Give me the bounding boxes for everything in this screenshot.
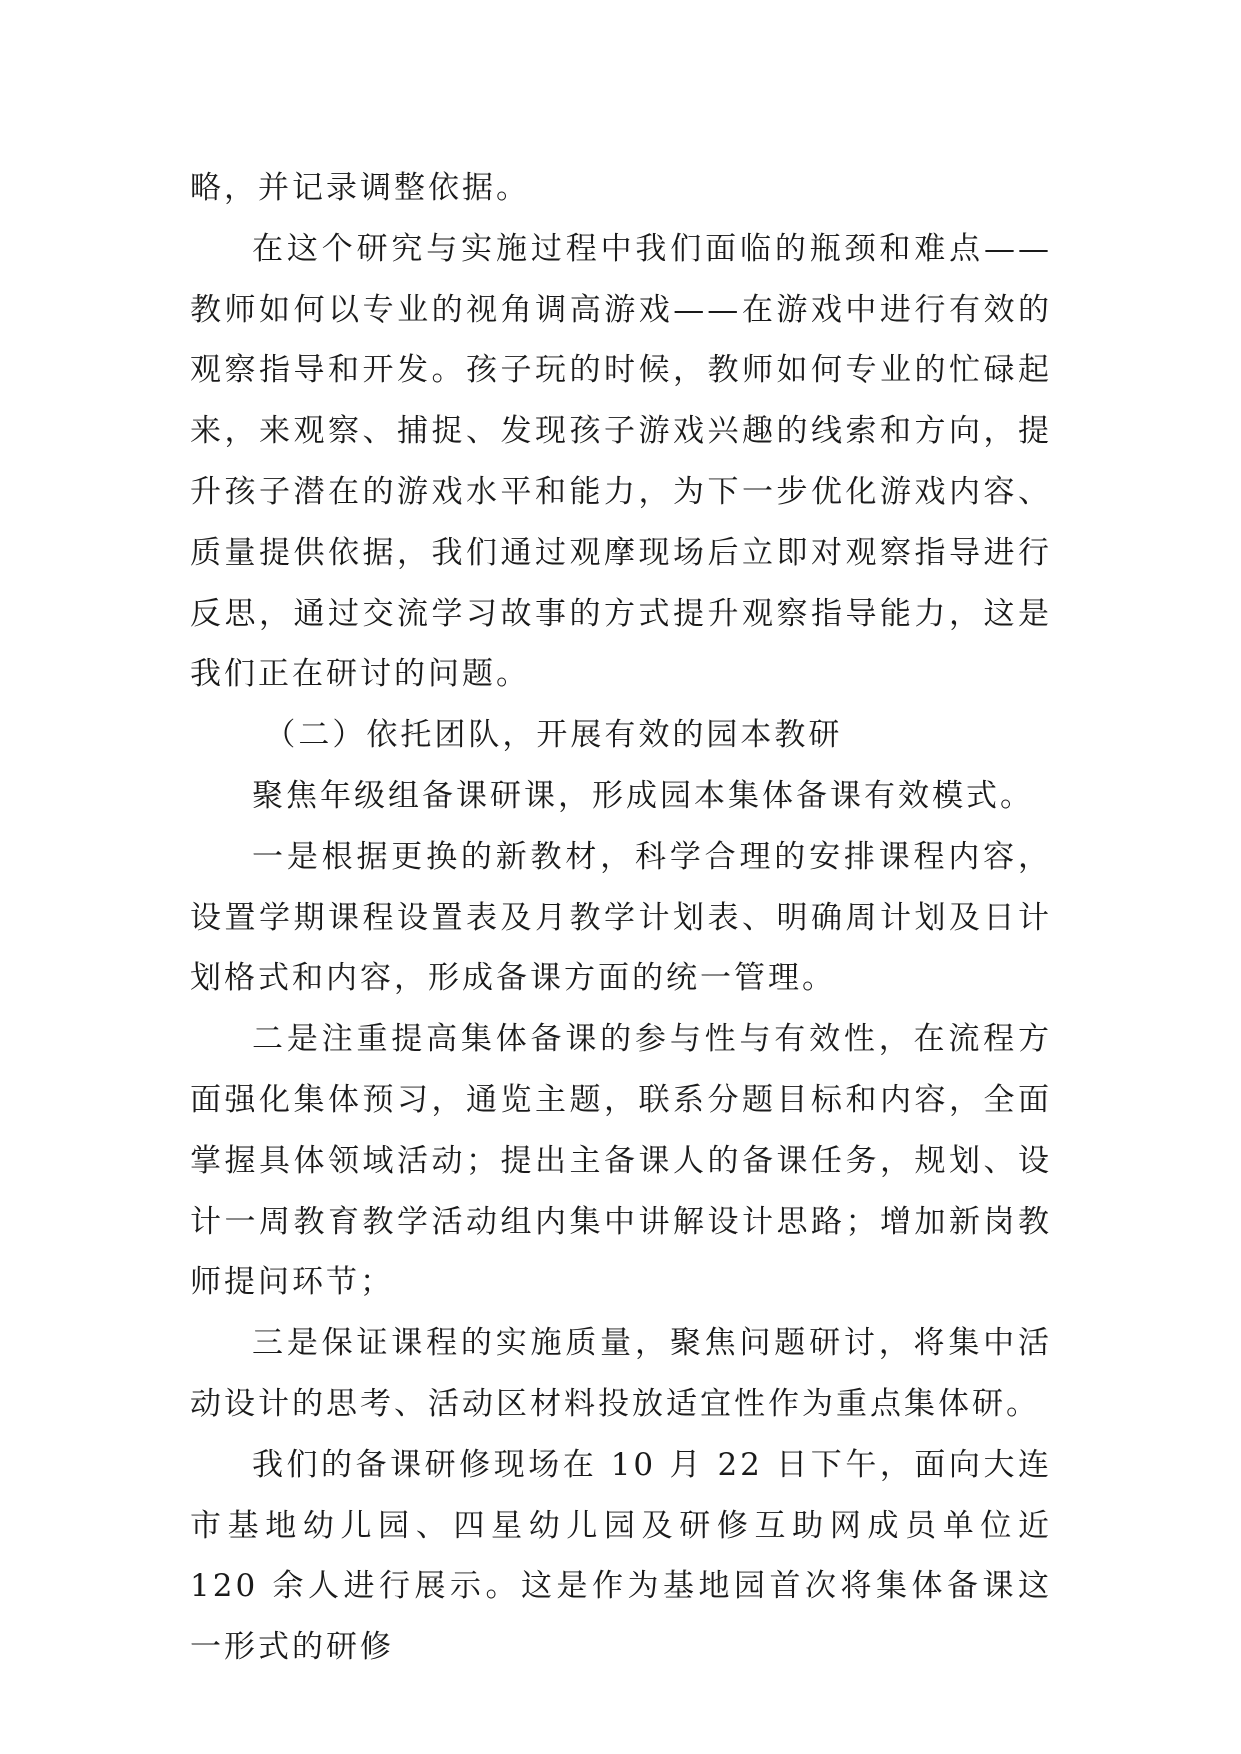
paragraph-point-two: 二是注重提高集体备课的参与性与有效性，在流程方面强化集体预习，通览主题，联系分题目标和内容，全面掌握具体领域活动；提出主备课人的备课任务，规划、设计一周教育教学活动组内集中讲解设计思路；增加新岗教师提问环节；: [190, 1021, 1052, 1301]
paragraph-point-three: 三是保证课程的实施质量，聚焦问题研讨，将集中活动设计的思考、活动区材料投放适宜性作为重点集体研。: [190, 1325, 1052, 1422]
paragraph-focus: 聚焦年级组备课研课，形成园本集体备课有效模式。: [252, 777, 1034, 814]
paragraph-continuation: 略，并记录调整依据。: [190, 170, 530, 206]
paragraph-bottleneck: 在这个研究与实施过程中我们面临的瓶颈和难点——教师如何以专业的视角调高游戏——在游戏中进行有效的观察指导和开发。孩子玩的时候，教师如何专业的忙碌起来，来观察、捕捉、发现孩子游戏兴趣的线索和方向，提升孩子潜在的游戏水平和能力，为下一步优化游戏内容、质量提供依据，我们通过观摩现场后立即对观察指导进行反思，通过交流学习故事的方式提升观察指导能力，这是我们正在研讨的问题。: [190, 230, 1052, 693]
section-heading: （二）依托团队，开展有效的园本教研: [264, 717, 843, 754]
paragraph-showcase: 我们的备课研修现场在 10 月 22 日下午，面向大连市基地幼儿园、四星幼儿园及研修互助网成员单位近 120 余人进行展示。这是作为基地园首次将集体备课这一形式的研修: [190, 1446, 1052, 1666]
body-text: [190, 158, 1052, 1678]
paragraph-point-one: 一是根据更换的新教材，科学合理的安排课程内容，设置学期课程设置表及月教学计划表、明确周计划及日计划格式和内容，形成备课方面的统一管理。: [190, 838, 1052, 997]
